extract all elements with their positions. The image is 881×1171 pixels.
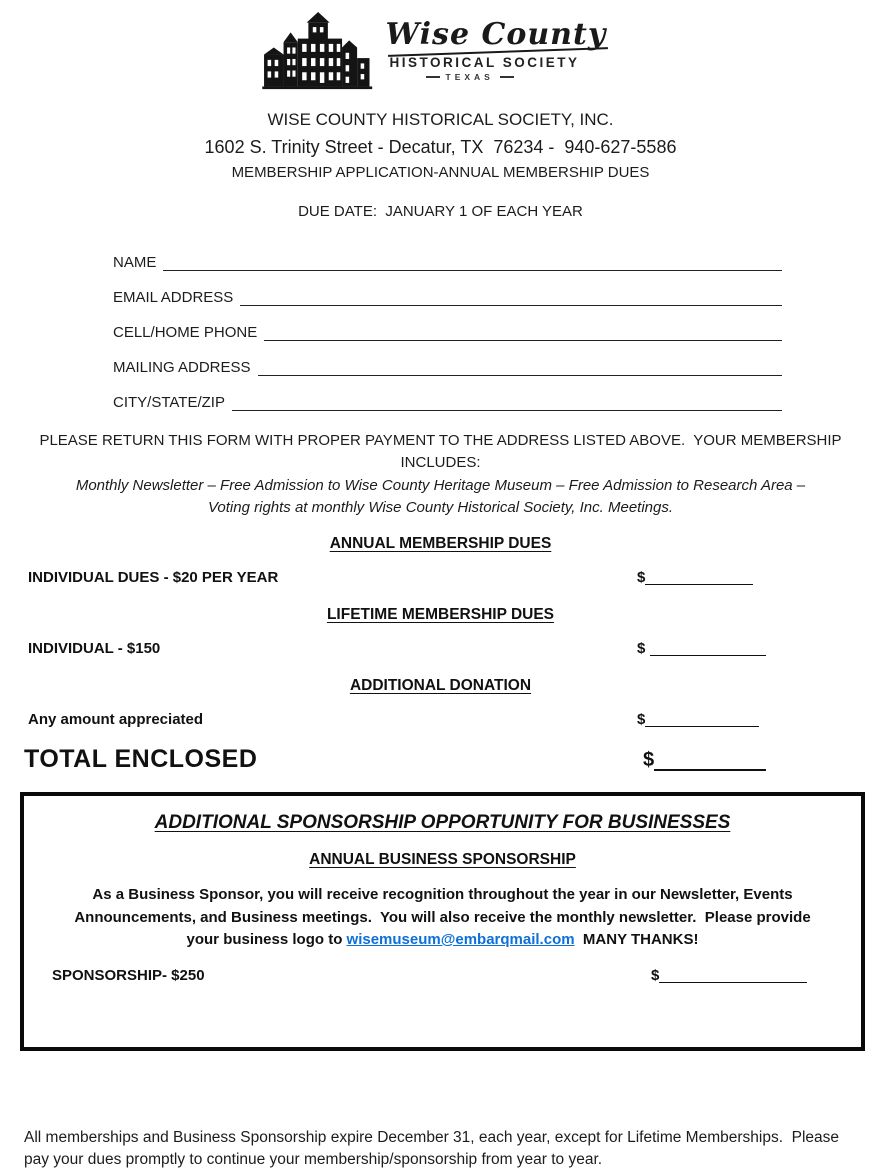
annual-dues-row	[0, 569, 881, 590]
dollar-sign: $	[637, 711, 646, 728]
dollar-sign: $	[651, 966, 660, 984]
sponsorship-opportunity-heading: ADDITIONAL SPONSORSHIP OPPORTUNITY FOR BUSINESSES	[154, 812, 731, 833]
field-row-mailing-address	[113, 341, 782, 376]
donation-amount	[637, 711, 759, 728]
annual-dues-amount-blank[interactable]	[645, 584, 753, 585]
logo-state-text: TEXAS	[445, 72, 494, 82]
email-link[interactable]: wisemuseum@embarqmail.com	[346, 931, 575, 948]
donation-amount-blank[interactable]	[645, 726, 759, 727]
contact-fields	[113, 236, 782, 411]
membership-benefits: Monthly Newsletter – Free Admission to Wise County Heritage Museum – Free Admission to Research Area – Voting rights at monthly Wise County Historical Society, Inc. Meetings.	[75, 477, 806, 516]
dollar-sign: $	[637, 569, 646, 586]
annual-dues-amount	[637, 569, 753, 586]
sponsorship-amount-blank[interactable]	[659, 982, 807, 983]
sponsorship-description	[38, 884, 847, 952]
return-instructions: PLEASE RETURN THIS FORM WITH PROPER PAYMENT TO THE ADDRESS LISTED ABOVE. YOUR MEMBERSHIP INCLUDES:	[39, 432, 846, 471]
city-state-zip-input-line[interactable]	[232, 376, 782, 411]
donation-heading: ADDITIONAL DONATION	[349, 677, 532, 694]
lifetime-dues-row	[0, 640, 881, 661]
total-enclosed-amount	[643, 749, 766, 772]
logo-text	[386, 12, 622, 82]
field-row-city-state-zip	[113, 376, 782, 411]
org-name: WISE COUNTY HISTORICAL SOCIETY, INC.	[267, 110, 614, 129]
annual-dues-heading: ANNUAL MEMBERSHIP DUES	[329, 535, 552, 552]
expiration-notice: All memberships and Business Sponsorship expire December 31, each year, except for Lifetime Memberships. Please pay your dues promptly to continue your membership/sponsorship from year to year.	[24, 1128, 844, 1168]
logo-dash-right	[500, 76, 514, 78]
logo-state-row	[426, 72, 622, 82]
name-input-line[interactable]	[163, 236, 782, 271]
logo-society-text: HISTORICAL SOCIETY	[389, 55, 580, 70]
sponsorship-label: SPONSORSHIP- $250	[52, 966, 205, 984]
field-row-name	[113, 236, 782, 271]
business-sponsorship-box	[20, 792, 865, 1051]
total-enclosed-row	[0, 745, 881, 778]
email-label: EMAIL ADDRESS	[113, 289, 234, 306]
city-state-zip-label: CITY/STATE/ZIP	[113, 394, 225, 411]
sponsorship-amount	[651, 967, 807, 984]
address-phone-line: 1602 S. Trinity Street - Decatur, TX 76234 - 940-627-5586	[204, 137, 677, 157]
lifetime-dues-amount-blank[interactable]	[650, 655, 766, 656]
sponsorship-text-after-link: MANY THANKS!	[574, 931, 699, 948]
annual-dues-label: INDIVIDUAL DUES - $20 PER YEAR	[28, 569, 279, 586]
name-label: NAME	[113, 254, 157, 271]
lifetime-dues-heading: LIFETIME MEMBERSHIP DUES	[326, 606, 555, 623]
logo-dash-left	[426, 76, 440, 78]
sponsorship-amount-row	[38, 967, 847, 989]
mailing-address-input-line[interactable]	[258, 341, 782, 376]
donation-row	[0, 711, 881, 732]
email-input-line[interactable]	[240, 271, 782, 306]
phone-label: CELL/HOME PHONE	[113, 324, 258, 341]
total-enclosed-amount-blank[interactable]	[654, 769, 766, 771]
annual-business-sponsorship-heading: ANNUAL BUSINESS SPONSORSHIP	[309, 851, 576, 868]
total-enclosed-label: TOTAL ENCLOSED	[24, 745, 258, 773]
form-title: MEMBERSHIP APPLICATION-ANNUAL MEMBERSHIP DUES	[231, 164, 650, 181]
mailing-address-label: MAILING ADDRESS	[113, 359, 251, 376]
dollar-sign: $	[637, 640, 646, 657]
lifetime-dues-amount	[637, 640, 766, 657]
courthouse-icon	[260, 12, 378, 90]
field-row-phone	[113, 306, 782, 341]
dollar-sign: $	[643, 749, 655, 771]
due-date-line: DUE DATE: JANUARY 1 OF EACH YEAR	[298, 203, 583, 220]
phone-input-line[interactable]	[264, 306, 782, 341]
donation-label: Any amount appreciated	[28, 711, 204, 728]
field-row-email	[113, 271, 782, 306]
logo-script-title: Wise County	[385, 17, 607, 52]
lifetime-dues-label: INDIVIDUAL - $150	[28, 640, 161, 657]
sponsorship-text-before-link: As a Business Sponsor, you will receive recognition throughout the year in our Newsletter, Events Announcements, and Business meetings. You will also receive the monthly newsletter. Please provide your business logo to	[74, 886, 815, 948]
logo	[0, 0, 881, 90]
